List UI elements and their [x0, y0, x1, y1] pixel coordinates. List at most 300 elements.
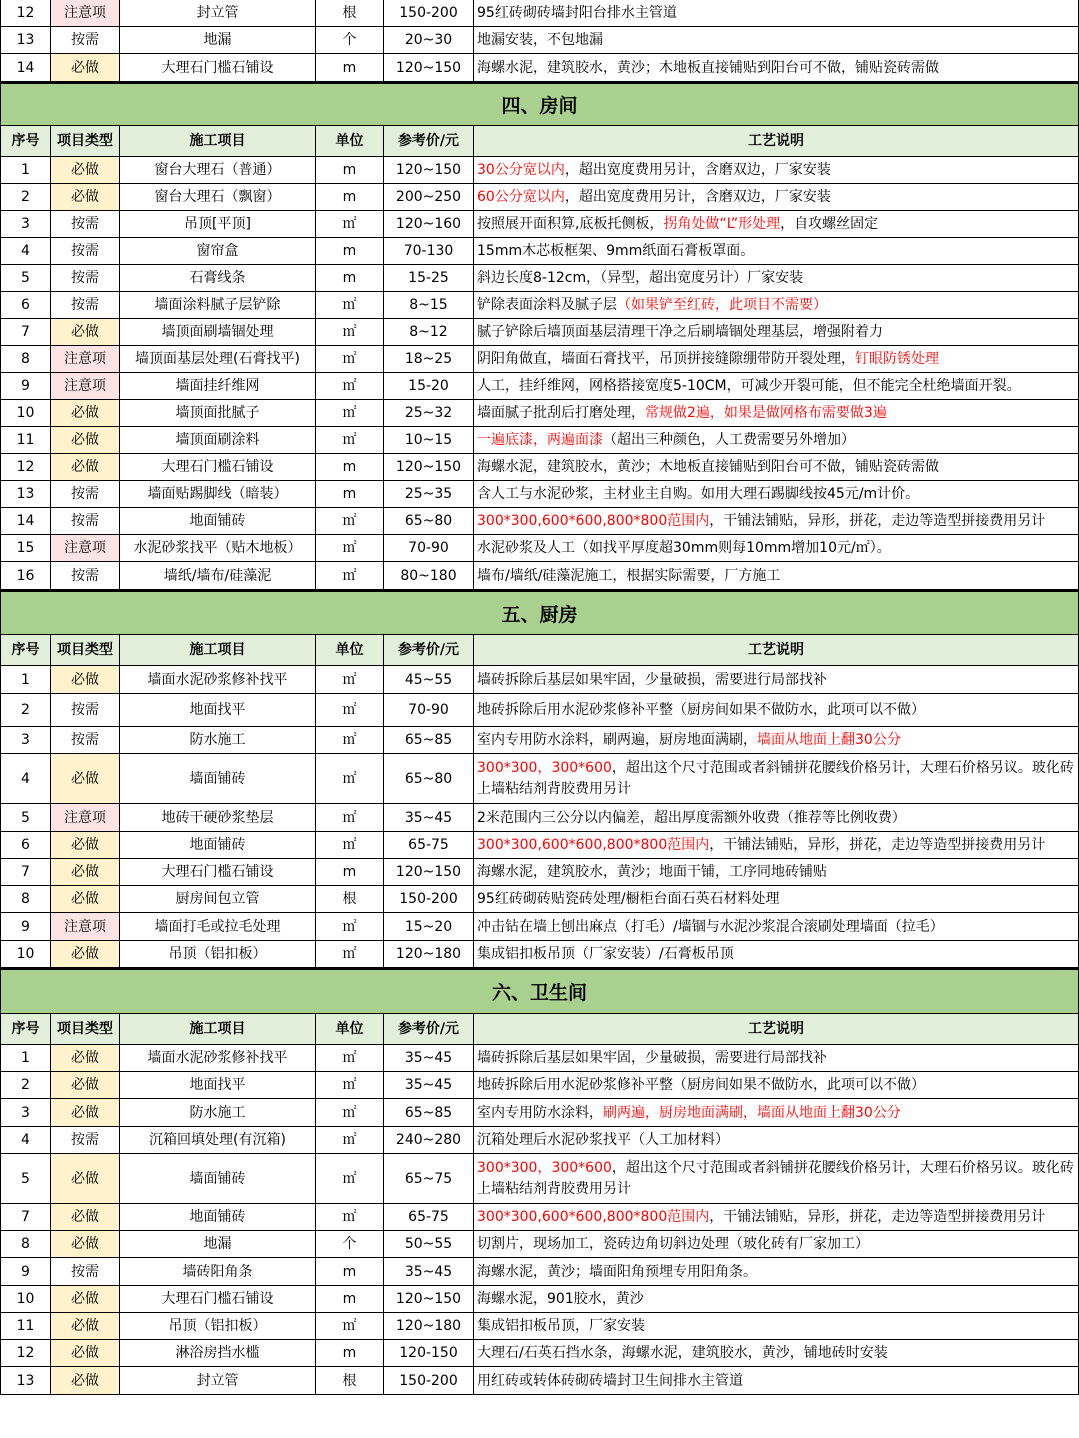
description-text: 海螺水泥，黄沙；墙面阳角预埋专用阳角条。 [477, 1263, 757, 1280]
table-row [0, 319, 1079, 346]
section-title-text: 四、房间 [501, 95, 578, 117]
description-text: 含人工与水泥砂浆，主材业主自购。如用大理石踢脚线按45元/m计价。 [477, 486, 920, 502]
unit-cell: ㎡ [316, 1045, 384, 1072]
description-text: 冲击钻在墙上刨出麻点（打毛）/墙锢与水泥沙浆混合滚刷处理墙面（拉毛） [477, 918, 944, 935]
item-name-cell: 吊顶（铝扣板） [120, 1313, 316, 1340]
header-reference-price: 参考价/元 [384, 635, 474, 666]
item-type-cell: 注意项 [51, 346, 120, 373]
item-name-cell: 墙顶面刷墙锢处理 [120, 319, 316, 346]
item-type-cell: 必做 [51, 319, 120, 346]
reference-price-cell: 240~280 [384, 1127, 474, 1154]
description-text: 腻子铲除后墙顶面基层清理干净之后刷墙锢处理基层，增强附着力 [477, 324, 883, 340]
reference-price-cell: 8~12 [384, 319, 474, 346]
process-description-cell [474, 292, 1079, 319]
reference-price-cell: 65~85 [384, 1099, 474, 1127]
description-text: ，超出这个尺寸范围或者斜铺拼花腰线价格另计，大理石价格另议。玻化砖上墙粘结剂背胶费用另计 [477, 759, 1074, 797]
unit-cell: 个 [316, 1231, 384, 1258]
unit-cell: ㎡ [316, 1099, 384, 1127]
item-name-cell: 大理石门槛石铺设 [120, 1286, 316, 1313]
process-description-cell [474, 666, 1079, 694]
reference-price-cell: 120~150 [384, 1286, 474, 1313]
unit-cell: ㎡ [316, 508, 384, 535]
process-description-cell [474, 27, 1079, 54]
highlight-text: 300*300，300*600 [477, 1159, 612, 1176]
highlight-text: 拐角处做“L”形处理 [663, 216, 781, 232]
unit-cell: m [316, 859, 384, 886]
description-text: 铲除表面涂料及腻子层 [477, 297, 617, 313]
unit-cell: ㎡ [316, 427, 384, 454]
process-description-cell [474, 804, 1079, 832]
item-type-cell: 按需 [51, 694, 120, 727]
process-description-cell [474, 1045, 1079, 1072]
process-description-cell [474, 157, 1079, 184]
table-header-row [0, 635, 1079, 666]
reference-price-cell: 18~25 [384, 346, 474, 373]
item-type-cell: 必做 [51, 400, 120, 427]
description-text: 墙砖拆除后基层如果牢固，少量破损，需要进行局部找补 [477, 1050, 827, 1066]
process-description-cell [474, 859, 1079, 886]
row-number-cell: 7 [0, 859, 51, 886]
item-type-cell: 必做 [51, 1099, 120, 1127]
table-row [0, 694, 1079, 727]
reference-price-cell: 70-90 [384, 535, 474, 562]
item-type-cell: 必做 [51, 1313, 120, 1340]
description-text: 用红砖或转体砖砌砖墙封卫生间排水主管道 [477, 1372, 743, 1389]
description-text: 集成铝扣板吊顶（厂家安装）/石膏板吊顶 [477, 946, 734, 962]
process-description-cell [474, 508, 1079, 535]
row-number-cell: 9 [0, 1258, 51, 1286]
reference-price-cell: 65~80 [384, 508, 474, 535]
table-row [0, 1099, 1079, 1127]
row-number-cell: 4 [0, 1127, 51, 1154]
row-number-cell: 4 [0, 754, 51, 804]
reference-price-cell: 15~20 [384, 913, 474, 941]
item-type-cell: 必做 [51, 157, 120, 184]
table-row [0, 454, 1079, 481]
row-number-cell: 12 [0, 0, 51, 27]
item-type-cell: 必做 [51, 54, 120, 82]
reference-price-cell: 65-75 [384, 1204, 474, 1231]
reference-price-cell: 120~150 [384, 54, 474, 82]
reference-price-cell: 65-75 [384, 832, 474, 859]
table-row [0, 859, 1079, 886]
table-row [0, 211, 1079, 238]
unit-cell: ㎡ [316, 1313, 384, 1340]
item-name-cell: 地面铺砖 [120, 508, 316, 535]
item-type-cell: 按需 [51, 211, 120, 238]
unit-cell: m [316, 1258, 384, 1286]
highlight-text: 常规做2遍，如果是做网格布需要做3遍 [645, 405, 887, 421]
header-process-description: 工艺说明 [474, 126, 1079, 157]
highlight-text: 一遍底漆，两遍面漆 [477, 432, 603, 448]
row-number-cell: 1 [0, 666, 51, 694]
item-type-cell: 按需 [51, 238, 120, 265]
highlight-text: 300*300,600*600,800*800范围内 [477, 513, 710, 529]
item-type-cell: 按需 [51, 481, 120, 508]
unit-cell: ㎡ [316, 562, 384, 590]
item-type-cell: 注意项 [51, 913, 120, 941]
description-text: 切割片，现场加工，瓷砖边角切斜边处理（玻化砖有厂家加工） [477, 1236, 869, 1252]
unit-cell: m [316, 454, 384, 481]
item-name-cell: 厨房间包立管 [120, 886, 316, 913]
table-row [0, 265, 1079, 292]
highlight-text: （如果铲至红砖，此项目不需要） [617, 297, 827, 313]
table-row [0, 1258, 1079, 1286]
unit-cell: m [316, 184, 384, 211]
reference-price-cell: 80~180 [384, 562, 474, 590]
process-description-cell [474, 454, 1079, 481]
description-text: 海螺水泥，建筑胶水，黄沙；木地板直接铺贴到阳台可不做，铺贴瓷砖需做 [477, 59, 939, 76]
row-number-cell: 8 [0, 346, 51, 373]
unit-cell: ㎡ [316, 1204, 384, 1231]
item-name-cell: 淋浴房挡水槛 [120, 1340, 316, 1367]
item-name-cell: 地面铺砖 [120, 1204, 316, 1231]
process-description-cell [474, 184, 1079, 211]
row-number-cell: 1 [0, 1045, 51, 1072]
highlight-text: 墙面从地面上翻30公分 [757, 732, 901, 748]
item-name-cell: 石膏线条 [120, 265, 316, 292]
description-text: 沉箱处理后水泥砂浆找平（人工加材料） [477, 1132, 729, 1148]
table-row [0, 1045, 1079, 1072]
header-reference-price: 参考价/元 [384, 126, 474, 157]
table-row [0, 1367, 1079, 1395]
row-number-cell: 7 [0, 1204, 51, 1231]
description-text: ，干铺法铺贴，异形，拼花，走边等造型拼接费用另计 [709, 1209, 1046, 1225]
table-row [0, 184, 1079, 211]
header-item-name: 施工项目 [120, 1014, 316, 1045]
unit-cell: ㎡ [316, 832, 384, 859]
process-description-cell [474, 400, 1079, 427]
unit-cell: ㎡ [316, 1072, 384, 1099]
description-text: 15mm木芯板框架、9mm纸面石膏板罩面。 [477, 243, 755, 259]
description-text: 墙砖拆除后基层如果牢固，少量破损，需要进行局部找补 [477, 671, 827, 688]
item-name-cell: 墙面打毛或拉毛处理 [120, 913, 316, 941]
item-type-cell: 必做 [51, 1204, 120, 1231]
item-type-cell: 按需 [51, 265, 120, 292]
row-number-cell: 5 [0, 1154, 51, 1204]
row-number-cell: 3 [0, 727, 51, 754]
item-name-cell: 大理石门槛石铺设 [120, 454, 316, 481]
item-name-cell: 墙面挂纤维网 [120, 373, 316, 400]
table-row [0, 886, 1079, 913]
table-row [0, 1340, 1079, 1367]
item-type-cell: 必做 [51, 454, 120, 481]
item-type-cell: 按需 [51, 292, 120, 319]
section-title [0, 82, 1079, 126]
section-title [0, 590, 1079, 635]
item-type-cell: 必做 [51, 1340, 120, 1367]
table-row [0, 0, 1079, 27]
description-text: 墙面腻子批刮后打磨处理， [477, 405, 645, 421]
row-number-cell: 6 [0, 292, 51, 319]
reference-price-cell: 25~35 [384, 481, 474, 508]
unit-cell: ㎡ [316, 1127, 384, 1154]
reference-price-cell: 65~80 [384, 754, 474, 804]
unit-cell: ㎡ [316, 400, 384, 427]
row-number-cell: 10 [0, 400, 51, 427]
row-number-cell: 3 [0, 211, 51, 238]
process-description-cell [474, 54, 1079, 82]
table-row [0, 27, 1079, 54]
unit-cell: ㎡ [316, 1154, 384, 1204]
row-number-cell: 8 [0, 1231, 51, 1258]
item-name-cell: 地面找平 [120, 1072, 316, 1099]
row-number-cell: 14 [0, 508, 51, 535]
unit-cell: ㎡ [316, 727, 384, 754]
process-description-cell [474, 211, 1079, 238]
description-text: 海螺水泥，901胶水，黄沙 [477, 1291, 644, 1307]
item-name-cell: 地面找平 [120, 694, 316, 727]
description-text: 按照展开面积算,底板托侧板， [477, 216, 664, 232]
item-type-cell: 注意项 [51, 804, 120, 832]
item-name-cell: 地漏 [120, 1231, 316, 1258]
item-type-cell: 按需 [51, 27, 120, 54]
item-type-cell: 注意项 [51, 535, 120, 562]
process-description-cell [474, 238, 1079, 265]
description-text: 水泥砂浆及人工（如找平厚度超30mm则每10mm增加10元/㎡）。 [477, 540, 891, 556]
reference-price-cell: 20~30 [384, 27, 474, 54]
unit-cell: 根 [316, 886, 384, 913]
header-unit: 单位 [316, 126, 384, 157]
reference-price-cell: 120~180 [384, 941, 474, 968]
section-title [0, 968, 1079, 1014]
unit-cell: ㎡ [316, 319, 384, 346]
table-row [0, 666, 1079, 694]
item-name-cell: 墙面水泥砂浆修补找平 [120, 1045, 316, 1072]
item-name-cell: 墙面水泥砂浆修补找平 [120, 666, 316, 694]
header-row-number: 序号 [0, 126, 51, 157]
header-process-description: 工艺说明 [474, 1014, 1079, 1045]
reference-price-cell: 25~32 [384, 400, 474, 427]
row-number-cell: 15 [0, 535, 51, 562]
row-number-cell: 11 [0, 1313, 51, 1340]
row-number-cell: 4 [0, 238, 51, 265]
table-row [0, 1154, 1079, 1204]
reference-price-cell: 150-200 [384, 886, 474, 913]
unit-cell: m [316, 481, 384, 508]
header-item-name: 施工项目 [120, 635, 316, 666]
unit-cell: m [316, 157, 384, 184]
item-type-cell: 必做 [51, 832, 120, 859]
item-type-cell: 必做 [51, 859, 120, 886]
unit-cell: ㎡ [316, 535, 384, 562]
item-name-cell: 吊顶（铝扣板） [120, 941, 316, 968]
highlight-text: 刷两遍，厨房地面满刷，墙面从地面上翻30公分 [603, 1104, 901, 1121]
header-item-type: 项目类型 [51, 126, 120, 157]
row-number-cell: 2 [0, 694, 51, 727]
description-text: 95红砖砌砖墙封阳台排水主管道 [477, 5, 677, 21]
process-description-cell [474, 1204, 1079, 1231]
item-name-cell: 墙面铺砖 [120, 1154, 316, 1204]
table-row [0, 292, 1079, 319]
item-name-cell: 大理石门槛石铺设 [120, 859, 316, 886]
process-description-cell [474, 727, 1079, 754]
row-number-cell: 2 [0, 1072, 51, 1099]
table-row [0, 535, 1079, 562]
item-name-cell: 墙面贴踢脚线（暗装） [120, 481, 316, 508]
reference-price-cell: 35~45 [384, 1072, 474, 1099]
item-name-cell: 墙顶面批腻子 [120, 400, 316, 427]
table-row [0, 1204, 1079, 1231]
description-text: 室内专用防水涂料，刷两遍，厨房地面满刷， [477, 732, 757, 748]
description-text: 地砖拆除后用水泥砂浆修补平整（厨房间如果不做防水，此项可以不做） [477, 702, 925, 718]
process-description-cell [474, 265, 1079, 292]
process-description-cell [474, 1154, 1079, 1204]
description-text: 室内专用防水涂料， [477, 1104, 603, 1121]
header-row-number: 序号 [0, 1014, 51, 1045]
highlight-text: 300*300,600*600,800*800范围内 [477, 1209, 710, 1225]
reference-price-cell: 120~150 [384, 454, 474, 481]
reference-price-cell: 35~45 [384, 1258, 474, 1286]
item-name-cell: 水泥砂浆找平（贴木地板） [120, 535, 316, 562]
item-name-cell: 大理石门槛石铺设 [120, 54, 316, 82]
section-title-text: 六、卫生间 [491, 982, 587, 1004]
description-text: 95红砖砌砖贴瓷砖处理/橱柜台面石英石材料处理 [477, 891, 780, 907]
item-name-cell: 防水施工 [120, 1099, 316, 1127]
item-name-cell: 地砖干硬砂浆垫层 [120, 804, 316, 832]
table-row [0, 1072, 1079, 1099]
reference-price-cell: 50~55 [384, 1231, 474, 1258]
item-type-cell: 按需 [51, 1258, 120, 1286]
table-row [0, 832, 1079, 859]
process-description-cell [474, 1127, 1079, 1154]
description-text: 阴阳角做直，墙面石膏找平，吊顶拼接缝隙绷带防开裂处理， [477, 351, 855, 367]
unit-cell: ㎡ [316, 804, 384, 832]
item-name-cell: 墙顶面刷涂料 [120, 427, 316, 454]
description-text: 地砖拆除后用水泥砂浆修补平整（厨房间如果不做防水，此项可以不做） [477, 1077, 925, 1093]
reference-price-cell: 120~150 [384, 157, 474, 184]
item-name-cell: 墙砖阳角条 [120, 1258, 316, 1286]
table-row [0, 157, 1079, 184]
description-text: 斜边长度8-12cm，（异型，超出宽度另计）厂家安装 [477, 270, 804, 286]
unit-cell: m [316, 265, 384, 292]
reference-price-cell: 150-200 [384, 1367, 474, 1395]
process-description-cell [474, 941, 1079, 968]
description-text: ，超出这个尺寸范围或者斜铺拼花腰线价格另计，大理石价格另议。玻化砖上墙粘结剂背胶费用另计 [477, 1159, 1074, 1197]
table-row [0, 427, 1079, 454]
row-number-cell: 13 [0, 481, 51, 508]
item-name-cell: 窗帘盒 [120, 238, 316, 265]
table-row [0, 54, 1079, 82]
row-number-cell: 5 [0, 804, 51, 832]
item-type-cell: 必做 [51, 1286, 120, 1313]
reference-price-cell: 70-90 [384, 694, 474, 727]
unit-cell: ㎡ [316, 373, 384, 400]
reference-price-cell: 120~150 [384, 859, 474, 886]
highlight-text: 300*300，300*600 [477, 759, 612, 776]
reference-price-cell: 120~160 [384, 211, 474, 238]
process-description-cell [474, 886, 1079, 913]
header-unit: 单位 [316, 635, 384, 666]
process-description-cell [474, 1286, 1079, 1313]
row-number-cell: 5 [0, 265, 51, 292]
unit-cell: m [316, 1286, 384, 1313]
process-description-cell [474, 562, 1079, 590]
table-row [0, 508, 1079, 535]
row-number-cell: 12 [0, 1340, 51, 1367]
unit-cell: 根 [316, 0, 384, 27]
process-description-cell [474, 373, 1079, 400]
header-item-type: 项目类型 [51, 635, 120, 666]
reference-price-cell: 150-200 [384, 0, 474, 27]
item-type-cell: 必做 [51, 754, 120, 804]
item-type-cell: 必做 [51, 886, 120, 913]
description-text: （超出三种颜色，人工费需要另外增加） [603, 432, 855, 448]
item-type-cell: 按需 [51, 1127, 120, 1154]
description-text: ，干铺法铺贴，异形，拼花，走边等造型拼接费用另计 [709, 837, 1046, 853]
row-number-cell: 10 [0, 1286, 51, 1313]
table-row [0, 913, 1079, 941]
process-description-cell [474, 0, 1079, 27]
description-text: ，超出宽度费用另计，含磨双边，厂家安装 [564, 162, 831, 178]
item-name-cell: 封立管 [120, 0, 316, 27]
table-row [0, 727, 1079, 754]
row-number-cell: 11 [0, 427, 51, 454]
section-title-text: 五、厨房 [501, 603, 578, 626]
unit-cell: m [316, 238, 384, 265]
reference-price-cell: 120-150 [384, 1340, 474, 1367]
item-name-cell: 窗台大理石（普通） [120, 157, 316, 184]
unit-cell: ㎡ [316, 913, 384, 941]
process-description-cell [474, 1313, 1079, 1340]
reference-price-cell: 15-25 [384, 265, 474, 292]
row-number-cell: 9 [0, 913, 51, 941]
table-row [0, 754, 1079, 804]
item-type-cell: 必做 [51, 1045, 120, 1072]
row-number-cell: 9 [0, 373, 51, 400]
item-type-cell: 必做 [51, 1072, 120, 1099]
process-description-cell [474, 754, 1079, 804]
reference-price-cell: 65~85 [384, 727, 474, 754]
process-description-cell [474, 319, 1079, 346]
table-row [0, 941, 1079, 968]
unit-cell: ㎡ [316, 346, 384, 373]
unit-cell: ㎡ [316, 941, 384, 968]
process-description-cell [474, 535, 1079, 562]
reference-price-cell: 65~75 [384, 1154, 474, 1204]
table-row [0, 1286, 1079, 1313]
table-row [0, 804, 1079, 832]
table-row [0, 1231, 1079, 1258]
row-number-cell: 8 [0, 886, 51, 913]
item-name-cell: 封立管 [120, 1367, 316, 1395]
description-text: 大理石/石英石挡水条，海螺水泥，建筑胶水，黄沙，铺地砖时安装 [477, 1345, 888, 1361]
unit-cell: 根 [316, 1367, 384, 1395]
unit-cell: ㎡ [316, 754, 384, 804]
unit-cell: ㎡ [316, 211, 384, 238]
process-description-cell [474, 694, 1079, 727]
highlight-text: 300*300,600*600,800*800范围内 [477, 837, 710, 853]
item-name-cell: 墙面涂料腻子层铲除 [120, 292, 316, 319]
row-number-cell: 12 [0, 454, 51, 481]
description-text: 墙布/墙纸/硅藻泥施工，根据实际需要，厂方施工 [477, 567, 781, 584]
item-type-cell: 必做 [51, 1231, 120, 1258]
description-text: 人工，挂纤维网，网格搭接宽度5-10CM，可减少开裂可能，但不能完全杜绝墙面开裂。 [477, 378, 1021, 394]
table-row [0, 373, 1079, 400]
item-type-cell: 必做 [51, 666, 120, 694]
item-name-cell: 墙顶面基层处理(石膏找平) [120, 346, 316, 373]
row-number-cell: 6 [0, 832, 51, 859]
process-description-cell [474, 346, 1079, 373]
reference-price-cell: 35~45 [384, 1045, 474, 1072]
item-type-cell: 必做 [51, 184, 120, 211]
process-description-cell [474, 1340, 1079, 1367]
item-type-cell: 按需 [51, 508, 120, 535]
header-item-type: 项目类型 [51, 1014, 120, 1045]
item-type-cell: 注意项 [51, 0, 120, 27]
row-number-cell: 2 [0, 184, 51, 211]
item-type-cell: 注意项 [51, 373, 120, 400]
